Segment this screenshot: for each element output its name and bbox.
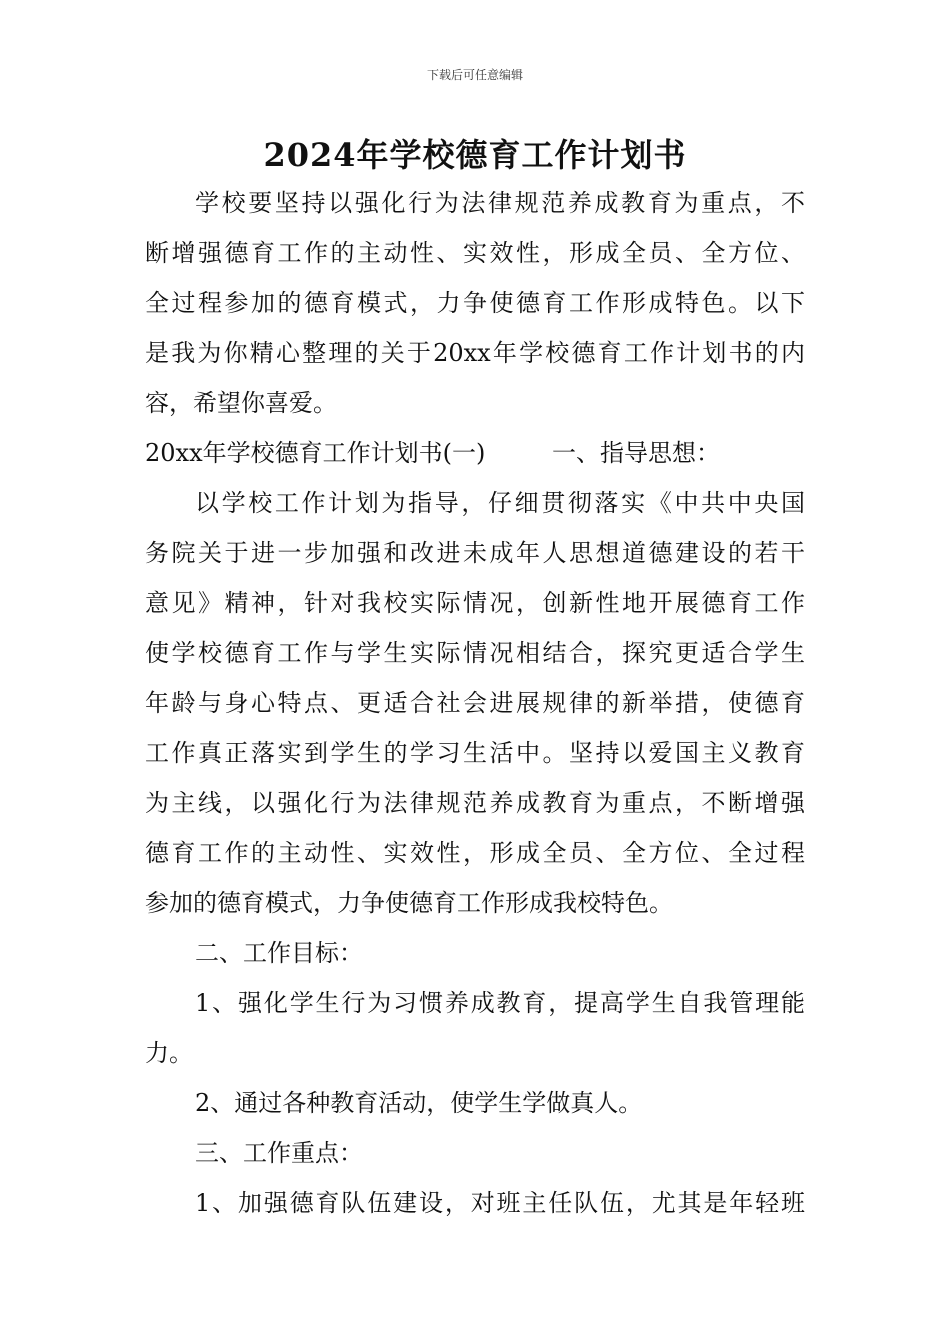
section-heading: 二、工作目标：	[195, 939, 363, 967]
section-heading: 一、指导思想：	[552, 439, 720, 467]
paragraph-line: 2、通过各种教育活动，使学生学做真人。	[195, 1089, 643, 1117]
paragraph-line: 务院关于进一步加强和改进未成年人思想道德建设的若干	[145, 539, 805, 567]
paragraph-line: 使学校德育工作与学生实际情况相结合，探究更适合学生	[145, 639, 805, 667]
paragraph-line: 年龄与身心特点、更适合社会进展规律的新举措，使德育	[145, 689, 805, 717]
paragraph-line: 德育工作的主动性、实效性，形成全员、全方位、全过程	[145, 839, 805, 867]
paragraph-line: 断增强德育工作的主动性、实效性，形成全员、全方位、	[145, 239, 805, 267]
subtitle: 20xx年学校德育工作计划书(一)	[145, 439, 486, 467]
paragraph-line: 容，希望你喜爱。	[145, 389, 337, 417]
paragraph-line: 力。	[145, 1039, 193, 1067]
paragraph-line: 为主线，以强化行为法律规范养成教育为重点，不断增强	[145, 789, 805, 817]
document-title: 2024年学校德育工作计划书	[263, 136, 687, 174]
paragraph-line: 工作真正落实到学生的学习生活中。坚持以爱国主义教育	[145, 739, 805, 767]
paragraph-line: 学校要坚持以强化行为法律规范养成教育为重点，不	[195, 189, 805, 217]
paragraph-line: 以学校工作计划为指导，仔细贯彻落实《中共中央国	[195, 489, 805, 517]
subtitle-row	[145, 428, 720, 478]
page-header: 下载后可任意编辑	[426, 68, 523, 82]
paragraph-line: 意见》精神，针对我校实际情况，创新性地开展德育工作	[145, 589, 805, 617]
paragraph-line: 是我为你精心整理的关于20xx年学校德育工作计划书的内	[145, 339, 805, 367]
paragraph-line: 1、强化学生行为习惯养成教育，提高学生自我管理能	[195, 989, 805, 1017]
paragraph-line: 全过程参加的德育模式，力争使德育工作形成特色。以下	[145, 289, 805, 317]
document-body	[145, 178, 805, 1228]
section-heading: 三、工作重点：	[195, 1139, 363, 1167]
paragraph-line: 参加的德育模式，力争使德育工作形成我校特色。	[145, 889, 673, 917]
paragraph-line: 1、加强德育队伍建设，对班主任队伍，尤其是年轻班	[195, 1189, 805, 1217]
